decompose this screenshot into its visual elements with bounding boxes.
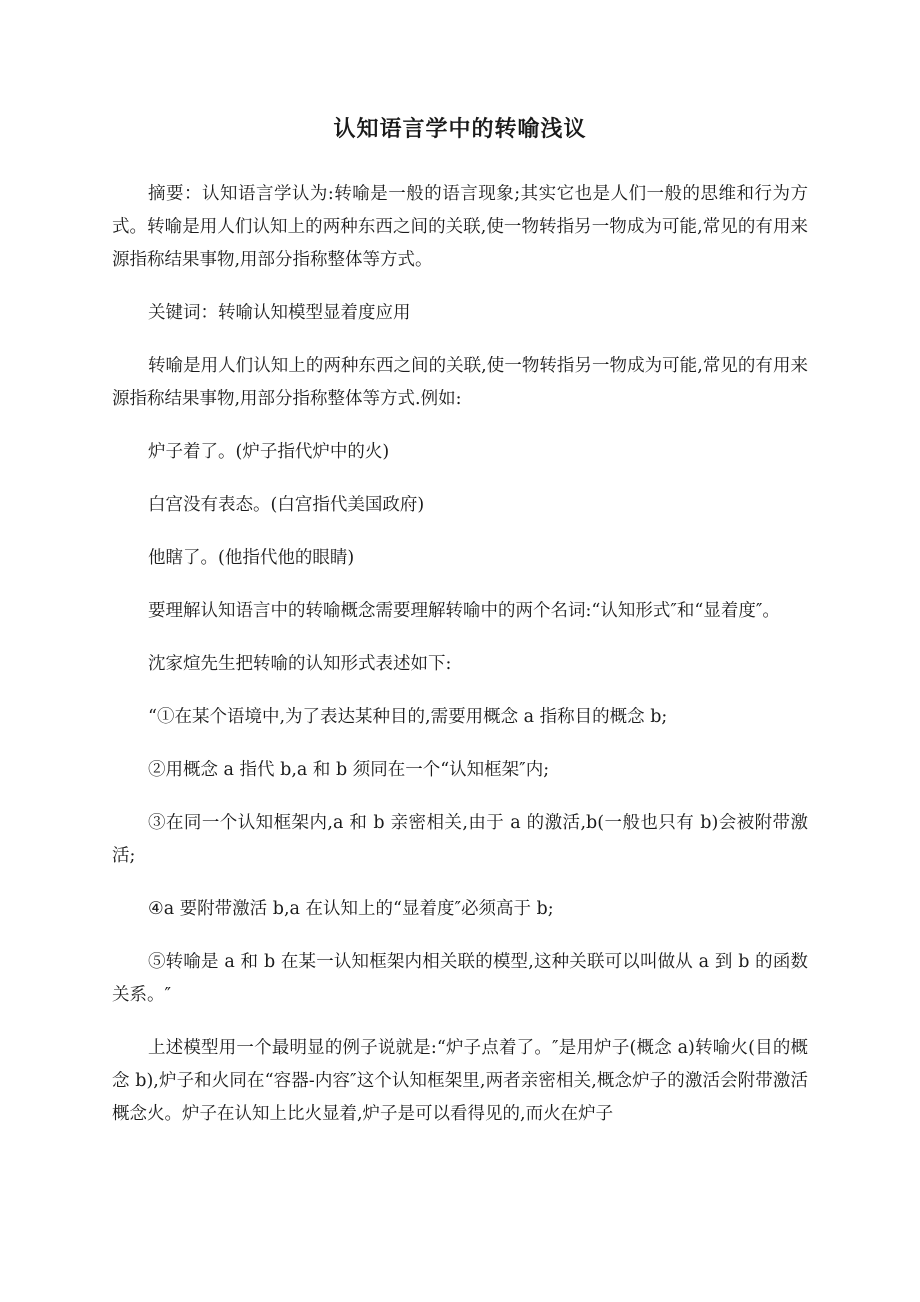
body-paragraph: 上述模型用一个最明显的例子说就是:“炉子点着了。″是用炉子(概念 a)转喻火(目的概念 b),炉子和火同在“容器-内容″这个认知框架里,两者亲密相关,概念炉子的激活会附带激活概念火。炉子在认知上比火显着,炉子是可以看得见的,而火在炉子 (112, 1038, 808, 1124)
document-body (112, 178, 808, 1151)
document-title: 认知语言学中的转喻浅议 (333, 117, 587, 142)
example-paragraph: 他瞎了。(他指代他的眼睛) (148, 548, 355, 568)
body-paragraph: 沈家煊先生把转喻的认知形式表述如下: (148, 654, 452, 674)
quote-item: ③在同一个认知框架内,a 和 b 亲密相关,由于 a 的激活,b(一般也只有 b)会被附带激活; (112, 813, 808, 866)
example-paragraph: 白宫没有表态。(白宫指代美国政府) (148, 495, 425, 515)
body-paragraph: 转喻是用人们认知上的两种东西之间的关联,使一物转指另一物成为可能,常见的有用来源指称结果事物,用部分指称整体等方式.例如: (112, 356, 808, 409)
abstract-paragraph: 摘要：认知语言学认为:转喻是一般的语言现象;其实它也是人们一般的思维和行为方式。转喻是用人们认知上的两种东西之间的关联,使一物转指另一物成为可能,常见的有用来源指称结果事物,用部分指称整体等方式。 (112, 184, 808, 270)
body-paragraph: 要理解认知语言中的转喻概念需要理解转喻中的两个名词:“认知形式″和“显着度″。 (148, 601, 780, 621)
quote-item: ⑤转喻是 a 和 b 在某一认知框架内相关联的模型,这种关联可以叫做从 a 到 b 的函数关系。″ (112, 952, 808, 1005)
keywords-paragraph: 关键词：转喻认知模型显着度应用 (148, 303, 411, 323)
quote-item: ②用概念 a 指代 b,a 和 b 须同在一个“认知框架″内; (148, 760, 550, 780)
quote-item: “①在某个语境中,为了表达某种目的,需要用概念 a 指称目的概念 b; (148, 707, 668, 727)
example-paragraph: 炉子着了。(炉子指代炉中的火) (148, 442, 390, 462)
quote-item: ④a 要附带激活 b,a 在认知上的“显着度″必须高于 b; (148, 899, 554, 919)
